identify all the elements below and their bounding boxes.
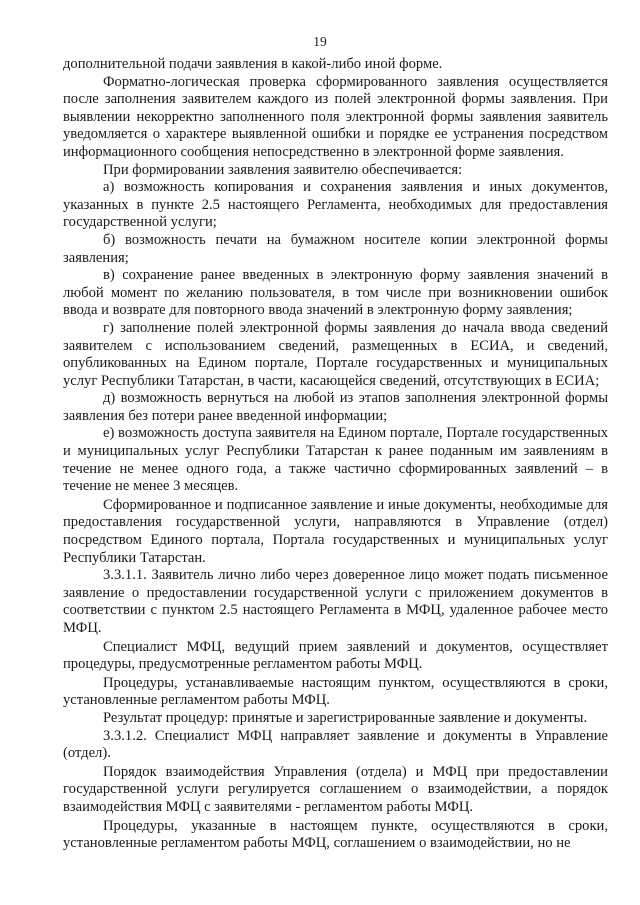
paragraph: Процедуры, указанные в настоящем пункте, осуществляются в сроки, установленные регламентом работы МФЦ, соглашением о взаимодействии, но не — [63, 817, 608, 852]
list-item: в) сохранение ранее введенных в электронную форму заявления значений в любой момент по желанию пользователя, в том числе при возникновении ошибок ввода и возврате для повторного ввода значений в электронную форму заявления; — [63, 267, 608, 319]
paragraph: Сформированное и подписанное заявление и иные документы, необходимые для предоставления государственной услуги, направляются в Управление (отдел) посредством Единого портала, Портала государственных и муниципальных услуг Республики Татарстан. — [63, 496, 608, 566]
page-number: 19 — [313, 34, 327, 49]
document-body — [63, 56, 608, 853]
paragraph: Результат процедур: принятые и зарегистрированные заявление и документы. — [103, 709, 588, 726]
paragraph: Процедуры, устанавливаемые настоящим пунктом, осуществляются в сроки, установленные регламентом работы МФЦ. — [63, 674, 608, 709]
list-item: б) возможность печати на бумажном носителе копии электронной формы заявления; — [63, 231, 608, 266]
list-item: д) возможность вернуться на любой из этапов заполнения электронной формы заявления без потери ранее введенной информации; — [63, 390, 608, 424]
list-item: г) заполнение полей электронной формы заявления до начала ввода сведений заявителем с использованием сведений, размещенных в ЕСИА, и сведений, опубликованных на Едином портале, Портале государственных и муниципальных услуг Республики Татарстан, в части, касающейся сведений, отсутствующих в ЕСИА; — [63, 319, 608, 389]
list-item: а) возможность копирования и сохранения заявления и иных документов, указанных в пункте 2.5 настоящего Регламента, необходимых для предоставления государственной услуги; — [63, 179, 608, 231]
paragraph: При формировании заявления заявителю обеспечивается: — [103, 161, 463, 178]
paragraph: Специалист МФЦ, ведущий прием заявлений и документов, осуществляет процедуры, предусмотренные регламентом работы МФЦ. — [63, 638, 608, 673]
paragraph: Порядок взаимодействия Управления (отдела) и МФЦ при предоставлении государственной услуги регулируется соглашением о взаимодействии, а порядок взаимодействия МФЦ с заявителями - регламентом работы МФЦ. — [63, 763, 608, 815]
list-item: е) возможность доступа заявителя на Едином портале, Портале государственных и муниципальных услуг Республики Татарстан к ранее поданным им заявлениям в течение не менее одного года, а также частично сформированных заявлений – в течение не менее 3 месяцев. — [63, 425, 608, 495]
paragraph: Форматно-логическая проверка сформированного заявления осуществляется после заполнения заявителем каждого из полей электронной формы заявления. При выявлении некорректно заполненного поля электронной формы заявления заявитель уведомляется о характере выявленной ошибки и порядке ее устранения посредством информационного сообщения непосредственно в электронной форме заявления. — [63, 73, 608, 160]
paragraph: 3.3.1.2. Специалист МФЦ направляет заявление и документы в Управление (отдел). — [63, 727, 608, 762]
paragraph: дополнительной подачи заявления в какой-либо иной форме. — [63, 56, 443, 72]
paragraph: 3.3.1.1. Заявитель лично либо через доверенное лицо может подать письменное заявление о предоставлении государственной услуги с приложением документов в соответствии с пунктом 2.5 настоящего Регламента в МФЦ, удаленное рабочее место МФЦ. — [63, 567, 608, 636]
